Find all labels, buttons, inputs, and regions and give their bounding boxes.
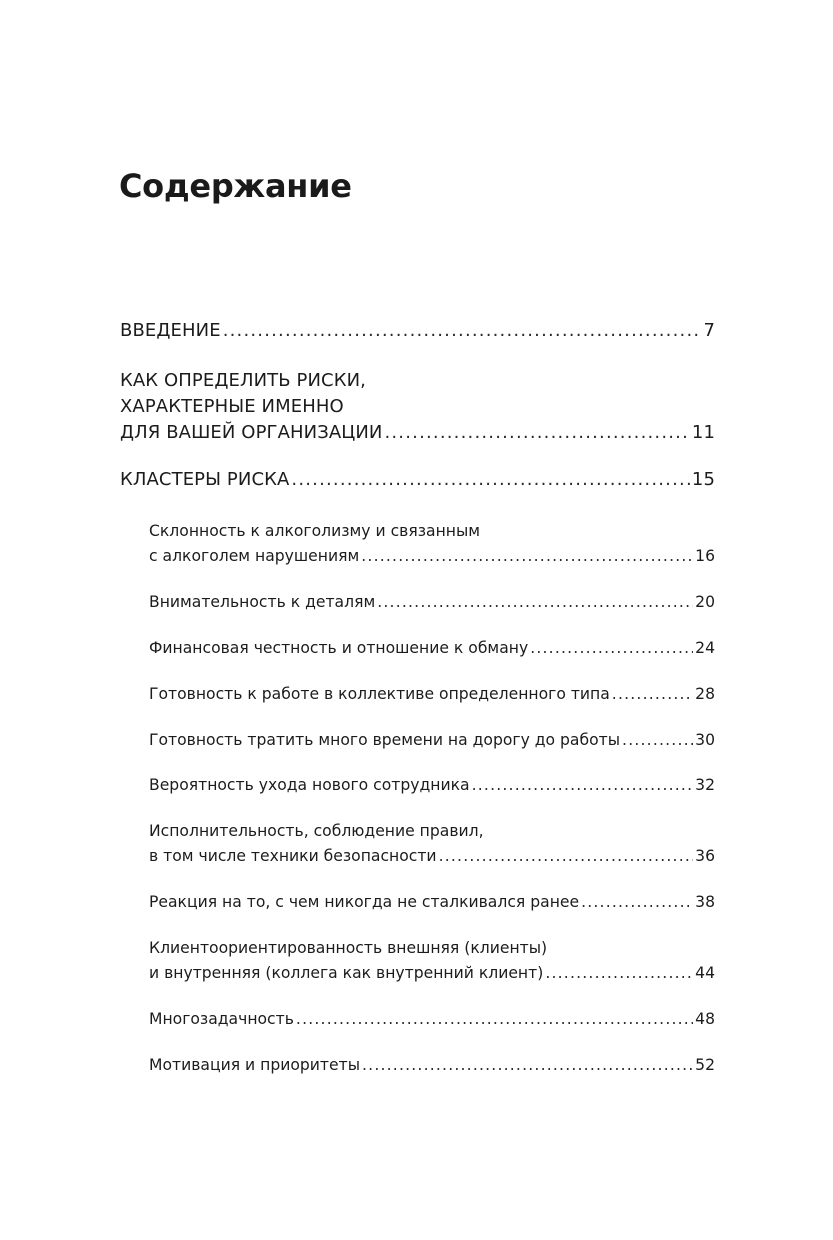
toc-subentry-commute[interactable]: [149, 728, 715, 753]
toc-page-number: 44: [695, 963, 715, 982]
dot-leader: [622, 728, 693, 753]
toc-subentry-reaction-to-new[interactable]: [149, 890, 715, 915]
dot-leader: [581, 890, 693, 915]
toc-subentry-employee-turnover[interactable]: [149, 773, 715, 798]
toc-entry-title: Готовность к работе в коллективе определенного типа: [149, 685, 610, 703]
toc-entry-introduction[interactable]: [120, 318, 715, 344]
dot-leader: [296, 1007, 693, 1032]
toc-subentry-diligence-safety[interactable]: [149, 819, 715, 868]
toc-page-number: 30: [695, 731, 715, 749]
toc-subentry-motivation[interactable]: [149, 1053, 715, 1078]
toc-entry-title: Внимательность к деталям: [149, 593, 376, 611]
toc-entry-title: КЛАСТЕРЫ РИСКА: [120, 469, 290, 490]
toc-entry-title: с алкоголем нарушениям: [149, 546, 360, 565]
toc-entry-title-line: Исполнительность, соблюдение правил,: [149, 822, 484, 840]
toc-page-number: 7: [703, 320, 715, 341]
toc-entry-title: Готовность тратить много времени на дорогу до работы: [149, 731, 621, 749]
dot-leader: [472, 773, 694, 798]
toc-entry-title: Вероятность ухода нового сотрудника: [149, 776, 470, 794]
toc-entry-title: Мотивация и приоритеты: [149, 1056, 361, 1074]
toc-entry-title: в том числе техники безопасности: [149, 846, 437, 865]
toc-entry-title: ВВЕДЕНИЕ: [120, 320, 221, 341]
dot-leader: [361, 544, 693, 569]
dot-leader: [362, 1053, 693, 1078]
dot-leader: [612, 682, 693, 707]
dot-leader: [545, 961, 693, 986]
toc-entry-title: Финансовая честность и отношение к обману: [149, 639, 529, 657]
toc-page-number: 32: [695, 776, 715, 794]
toc-entry-title-line: Клиентоориентированность внешняя (клиенты): [149, 939, 548, 957]
dot-leader: [439, 844, 694, 869]
toc-page-number: 24: [695, 639, 715, 657]
page-title: Содержание: [119, 167, 352, 205]
toc-entry-how-to-identify-risks[interactable]: [120, 368, 715, 446]
toc-page-number: 36: [695, 846, 715, 865]
toc-page-number: 11: [691, 422, 715, 443]
toc-subentry-client-orientation[interactable]: [149, 936, 715, 985]
dot-leader: [530, 636, 693, 661]
toc-entry-title: и внутренняя (коллега как внутренний клиент): [149, 963, 544, 982]
toc-page-number: 20: [695, 593, 715, 611]
dot-leader: [384, 420, 689, 446]
dot-leader: [223, 318, 702, 344]
toc-entry-risk-clusters[interactable]: [120, 467, 715, 493]
toc-page-number: 15: [691, 469, 715, 490]
toc-page-number: 28: [695, 685, 715, 703]
toc-entry-title-line: ХАРАКТЕРНЫЕ ИМЕННО: [120, 396, 344, 417]
toc-entry-title-line: Склонность к алкоголизму и связанным: [149, 522, 481, 540]
toc-subentry-multitasking[interactable]: [149, 1007, 715, 1032]
toc-page-number: 38: [695, 893, 715, 911]
toc-subentry-alcohol[interactable]: [149, 519, 715, 568]
toc-entry-title: Многозадачность: [149, 1010, 294, 1028]
toc-page-number: 16: [695, 546, 715, 565]
toc-subentry-financial-honesty[interactable]: [149, 636, 715, 661]
dot-leader: [377, 590, 693, 615]
toc-entry-title: Реакция на то, с чем никогда не сталкивался ранее: [149, 893, 580, 911]
toc-page-number: 52: [695, 1056, 715, 1074]
dot-leader: [291, 467, 689, 493]
toc-subentry-attention-to-detail[interactable]: [149, 590, 715, 615]
toc-entry-title-line: КАК ОПРЕДЕЛИТЬ РИСКИ,: [120, 370, 366, 391]
toc-entry-title: ДЛЯ ВАШЕЙ ОРГАНИЗАЦИИ: [120, 422, 383, 443]
toc-subentry-team-work[interactable]: [149, 682, 715, 707]
toc-page-number: 48: [695, 1010, 715, 1028]
